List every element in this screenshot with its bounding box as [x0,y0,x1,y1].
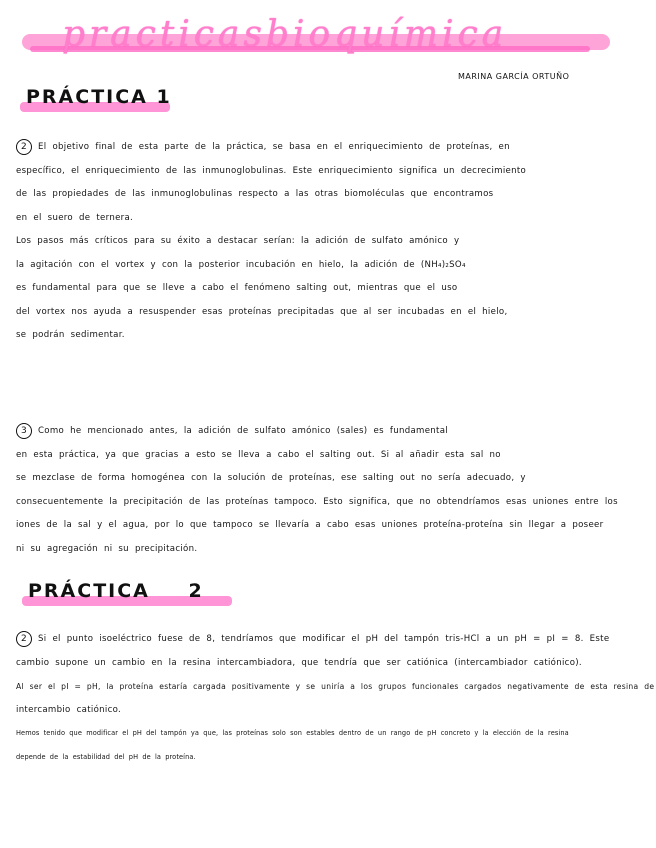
answer-line: en esta práctica, ya que gracias a esto se lleva a cabo el salting out. Si al añadir esta sal no [16,449,501,460]
answer-line: ni su agregación ni su precipitación. [16,543,198,554]
answer-line: del vortex nos ayuda a resuspender esas proteínas precipitadas que al ser incubadas en el hielo, [16,306,508,317]
page-header [22,6,610,66]
section-heading-practica-1 [26,86,172,114]
question-number: 2 [16,139,32,155]
answer-line: Al ser el pI = pH, la proteína estaría cargada positivamente y se uniría a los grupos funcionales cargados negativamente de esta resina de [16,682,655,691]
answer-line-small: depende de la estabilidad del pH de la proteína. [16,752,196,761]
answer-block-p2-q2 [16,628,655,769]
question-number: 3 [16,423,32,439]
answer-line: consecuentemente la precipitación de las proteínas tampoco. Esto significa, que no obtendríamos esas uniones entre los [16,496,618,507]
section-heading-text: PRÁCTICA 2 [28,580,204,602]
answer-line: se mezclase de forma homogénea con la solución de proteínas, ese salting out no sería adecuado, y [16,473,526,483]
author-name: MARINA GARCÍA ORTUÑO [458,72,570,81]
answer-line: Los pasos más críticos para su éxito a destacar serían: la adición de sulfato amónico y [16,236,460,246]
answer-line: de las propiedades de las inmunoglobulinas respecto a las otras biomoléculas que encontramos [16,189,494,199]
answer-line: iones de la sal y el agua, por lo que tampoco se llevaría a cabo esas uniones proteína-proteína sin llegar a poseer [16,520,604,530]
answer-line: es fundamental para que se lleve a cabo el fenómeno salting out, mientras que el uso [16,283,458,293]
section-heading-practica-2 [28,580,204,608]
answer-line: se podrán sedimentar. [16,330,125,340]
section-heading-text: PRÁCTICA 1 [26,86,172,108]
answer-line: cambio supone un cambio en la resina intercambiadora, que tendría que ser catiónica (intercambiador catiónico). [16,657,582,668]
answer-block-p1-q2 [16,136,640,348]
answer-line: 2 Si el punto isoeléctrico fuese de 8, tendríamos que modificar el pH del tampón tris-HCl a un pH = pI = 8. Este [16,628,640,652]
answer-block-p1-q3 [16,420,640,561]
answer-line-small: Hemos tenido que modificar el pH del tampón ya que, las proteínas solo son estables dentro de un rango de pH concreto y la elección de la resina [16,729,569,737]
answer-line: intercambio catiónico. [16,704,122,715]
question-number: 2 [16,631,32,647]
answer-line: en el suero de ternera. [16,212,134,223]
page-title: practicasbioquímica [62,14,508,55]
answer-line: la agitación con el vortex y con la posterior incubación en hielo, la adición de (NH₄)₂SO₄ [16,259,466,270]
answer-line: 3 Como he mencionado antes, la adición de sulfato amónico (sales) es fundamental [16,420,640,444]
answer-line: 2 El objetivo final de esta parte de la práctica, se basa en el enriquecimiento de proteínas, en [16,136,640,160]
answer-line: específico, el enriquecimiento de las inmunoglobulinas. Este enriquecimiento significa un decrecimiento [16,165,527,176]
